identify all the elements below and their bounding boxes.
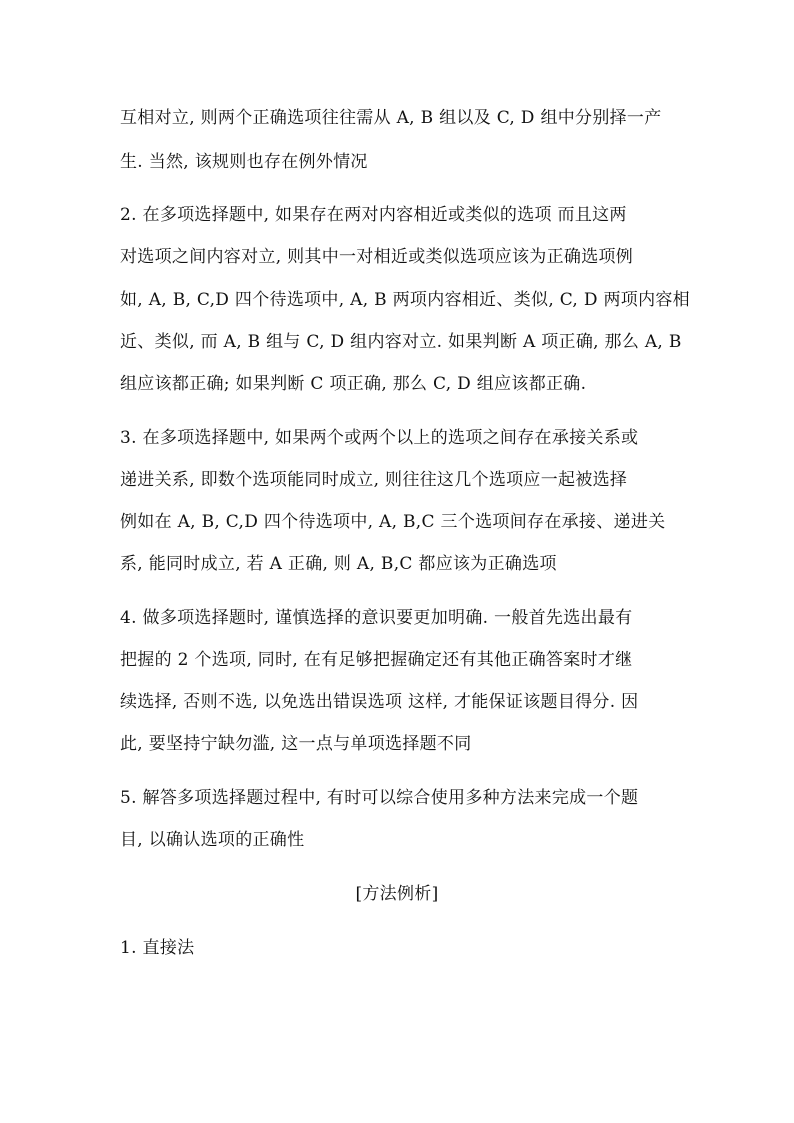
paragraph-line: 此, 要坚持宁缺勿滥, 这一点与单项选择题不同 bbox=[120, 734, 472, 754]
section-heading: [方法例析] bbox=[355, 884, 439, 904]
paragraph-line: 把握的 2 个选项, 同时, 在有足够把握确定还有其他正确答案时才继 bbox=[120, 650, 633, 670]
paragraph-line: 如, A, B, C,D 四个待选项中, A, B 两项内容相近、类似, C, D 两项内容相 bbox=[120, 290, 690, 310]
paragraph-line: 目, 以确认选项的正确性 bbox=[120, 830, 305, 850]
paragraph-line: 系, 能同时成立, 若 A 正确, 则 A, B,C 都应该为正确选项 bbox=[120, 554, 557, 574]
paragraph-line: 互相对立, 则两个正确选项往往需从 A, B 组以及 C, D 组中分别择一产 bbox=[120, 108, 662, 128]
paragraph-line: 4. 做多项选择题时, 谨慎选择的意识要更加明确. 一般首先选出最有 bbox=[120, 608, 633, 628]
paragraph-line: 近、类似, 而 A, B 组与 C, D 组内容对立. 如果判断 A 项正确, 那么 A, B bbox=[120, 332, 682, 352]
paragraph-line: 续选择, 否则不选, 以免选出错误选项 这样, 才能保证该题目得分. 因 bbox=[120, 692, 639, 712]
paragraph-line: 对选项之间内容对立, 则其中一对相近或类似选项应该为正确选项例 bbox=[120, 247, 634, 267]
subheading: 1. 直接法 bbox=[120, 938, 195, 958]
paragraph-line: 组应该都正确; 如果判断 C 项正确, 那么 C, D 组应该都正确. bbox=[120, 374, 587, 394]
paragraph-line: 递进关系, 即数个选项能同时成立, 则往往这几个选项应一起被选择 bbox=[120, 470, 628, 490]
paragraph-line: 5. 解答多项选择题过程中, 有时可以综合使用多种方法来完成一个题 bbox=[120, 788, 639, 808]
paragraph-line: 生. 当然, 该规则也存在例外情况 bbox=[120, 152, 368, 172]
paragraph-line: 2. 在多项选择题中, 如果存在两对内容相近或类似的选项 而且这两 bbox=[120, 205, 627, 225]
paragraph-line: 例如在 A, B, C,D 四个待选项中, A, B,C 三个选项间存在承接、递进关 bbox=[120, 512, 666, 532]
paragraph-line: 3. 在多项选择题中, 如果两个或两个以上的选项之间存在承接关系或 bbox=[120, 428, 639, 448]
